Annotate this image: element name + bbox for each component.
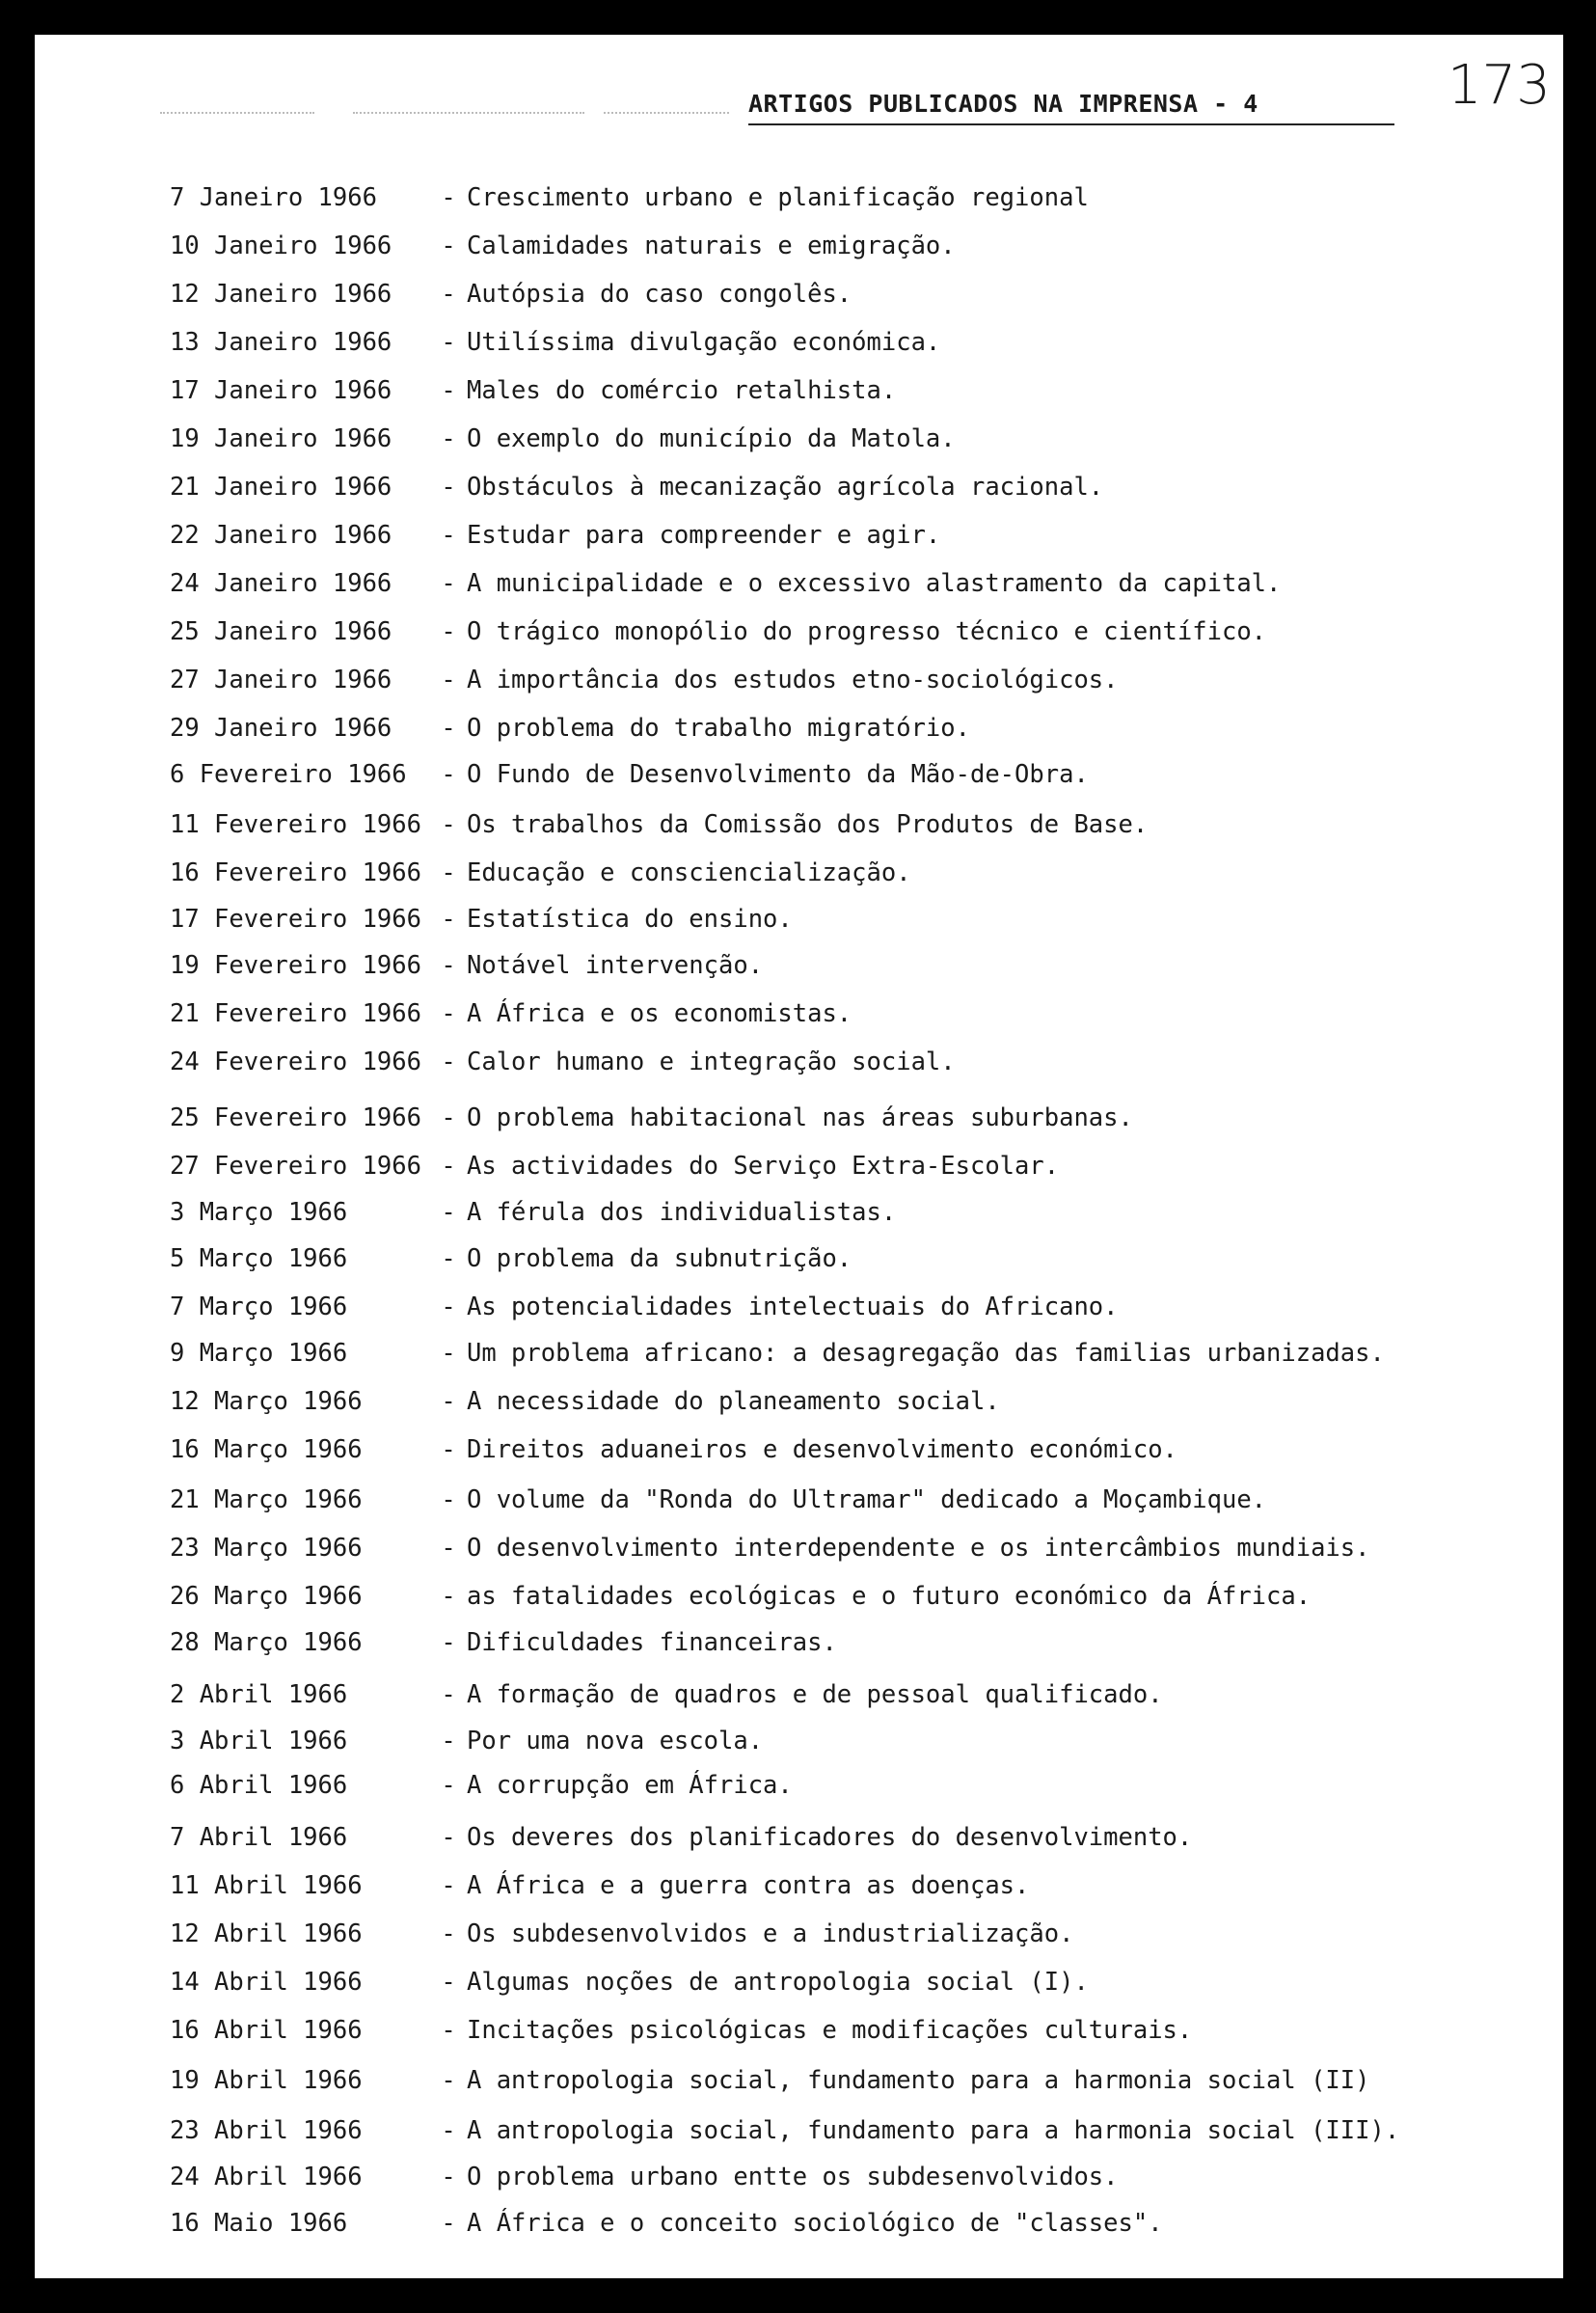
entry-separator: - <box>441 2116 456 2145</box>
entry-title: Os subdesenvolvidos e a industrialização. <box>467 1919 1074 1948</box>
list-item <box>170 887 1539 934</box>
entry-title: Educação e consciencialização. <box>467 858 911 887</box>
entry-date: 26 Março 1966 <box>170 1582 363 1611</box>
entry-title: O trágico monopólio do progresso técnico e científico. <box>467 617 1267 646</box>
entry-separator: - <box>441 473 456 502</box>
entry-title: Por uma nova escola. <box>467 1727 764 1755</box>
entry-separator: - <box>441 1823 456 1852</box>
entry-title: Obstáculos à mecanização agrícola racional. <box>467 473 1104 502</box>
entry-title: O Fundo de Desenvolvimento da Mão-de-Obra. <box>467 760 1089 789</box>
entry-separator: - <box>441 424 456 453</box>
entry-title: O desenvolvimento interdependente e os intercâmbios mundiais. <box>467 1534 1370 1563</box>
entry-date: 12 Março 1966 <box>170 1387 363 1416</box>
entry-date: 16 Abril 1966 <box>170 2016 363 2045</box>
list-item <box>170 743 1539 789</box>
entry-title: O problema urbano entte os subdesenvolvidos. <box>467 2163 1119 2191</box>
list-item <box>170 1806 1539 1852</box>
entry-date: 16 Março 1966 <box>170 1435 363 1464</box>
entry-date: 11 Fevereiro 1966 <box>170 810 421 839</box>
entry-separator: - <box>441 231 456 260</box>
list-item <box>170 1134 1539 1181</box>
list-item <box>170 1754 1539 1800</box>
entry-title: O exemplo do município da Matola. <box>467 424 956 453</box>
entry-date: 3 Abril 1966 <box>170 1727 348 1755</box>
entry-title: Utilíssima divulgação económica. <box>467 328 941 357</box>
entry-title: Os trabalhos da Comissão dos Produtos de Base. <box>467 810 1149 839</box>
list-item <box>170 455 1539 502</box>
entry-date: 28 Março 1966 <box>170 1628 363 1657</box>
entry-date: 21 Janeiro 1966 <box>170 473 392 502</box>
entry-date: 17 Janeiro 1966 <box>170 376 392 405</box>
entry-date: 7 Abril 1966 <box>170 1823 348 1852</box>
entry-separator: - <box>441 951 456 980</box>
entry-date: 5 Março 1966 <box>170 1244 348 1273</box>
list-item <box>170 1086 1539 1132</box>
handwritten-page-number: 173 <box>1447 54 1551 117</box>
list-item <box>170 841 1539 887</box>
list-item <box>170 1516 1539 1563</box>
entry-separator: - <box>441 1771 456 1800</box>
entry-title: A municipalidade e o excessivo alastramento da capital. <box>467 569 1282 598</box>
list-item <box>170 648 1539 694</box>
entry-date: 11 Abril 1966 <box>170 1871 363 1900</box>
entry-separator: - <box>441 1582 456 1611</box>
entry-separator: - <box>441 714 456 743</box>
entry-title: Algumas noções de antropologia social (I). <box>467 1968 1089 1997</box>
list-item <box>170 1275 1539 1321</box>
entry-date: 14 Abril 1966 <box>170 1968 363 1997</box>
entry-title: O problema habitacional nas áreas suburbanas. <box>467 1103 1133 1132</box>
entry-separator: - <box>441 1680 456 1709</box>
entry-separator: - <box>441 569 456 598</box>
entry-title: Direitos aduaneiros e desenvolvimento económico. <box>467 1435 1177 1464</box>
entry-date: 24 Janeiro 1966 <box>170 569 392 598</box>
list-item <box>170 696 1539 743</box>
entry-title: Estudar para compreender e agir. <box>467 521 941 550</box>
list-item <box>170 1999 1539 2045</box>
entry-separator: - <box>441 1103 456 1132</box>
entry-date: 2 Abril 1966 <box>170 1680 348 1709</box>
entry-separator: - <box>441 1919 456 1948</box>
list-item <box>170 982 1539 1028</box>
list-item <box>170 552 1539 598</box>
entry-separator: - <box>441 1152 456 1181</box>
entry-date: 19 Fevereiro 1966 <box>170 951 421 980</box>
entry-title: As potencialidades intelectuais do Africano. <box>467 1293 1119 1321</box>
list-item <box>170 1902 1539 1948</box>
list-item <box>170 2145 1539 2191</box>
list-item <box>170 359 1539 405</box>
entry-date: 12 Janeiro 1966 <box>170 280 392 309</box>
list-item <box>170 793 1539 839</box>
list-item <box>170 1181 1539 1227</box>
entry-separator: - <box>441 858 456 887</box>
entry-date: 12 Abril 1966 <box>170 1919 363 1948</box>
list-item <box>170 214 1539 260</box>
entry-date: 16 Maio 1966 <box>170 2209 348 2238</box>
list-item <box>170 1709 1539 1755</box>
entry-date: 9 Março 1966 <box>170 1339 348 1368</box>
entry-title: A África e o conceito sociológico de "classes". <box>467 2209 1163 2238</box>
entry-title: A importância dos estudos etno-sociológicos. <box>467 666 1119 694</box>
entry-date: 17 Fevereiro 1966 <box>170 905 421 934</box>
entry-separator: - <box>441 2209 456 2238</box>
entry-date: 24 Fevereiro 1966 <box>170 1048 421 1076</box>
list-item <box>170 1030 1539 1076</box>
list-item <box>170 1565 1539 1611</box>
list-item <box>170 1418 1539 1464</box>
entry-separator: - <box>441 666 456 694</box>
entry-separator: - <box>441 2016 456 2045</box>
list-item <box>170 600 1539 646</box>
entry-title: Um problema africano: a desagregação das familias urbanizadas. <box>467 1339 1385 1368</box>
entry-date: 19 Janeiro 1966 <box>170 424 392 453</box>
entry-date: 29 Janeiro 1966 <box>170 714 392 743</box>
article-list <box>35 35 1563 2278</box>
entry-separator: - <box>441 1968 456 1997</box>
entry-title: Notável intervenção. <box>467 951 764 980</box>
entry-title: Crescimento urbano e planificação regional <box>467 183 1089 212</box>
list-item <box>170 407 1539 453</box>
entry-date: 19 Abril 1966 <box>170 2066 363 2095</box>
entry-separator: - <box>441 2163 456 2191</box>
entry-separator: - <box>441 1244 456 1273</box>
entry-title: O problema do trabalho migratório. <box>467 714 970 743</box>
page-title: ARTIGOS PUBLICADOS NA IMPRENSA - 4 <box>748 90 1258 118</box>
entry-title: O problema da subnutrição. <box>467 1244 852 1273</box>
entry-date: 25 Janeiro 1966 <box>170 617 392 646</box>
entry-separator: - <box>441 760 456 789</box>
list-item <box>170 1663 1539 1709</box>
list-item <box>170 1227 1539 1273</box>
list-item <box>170 1468 1539 1514</box>
list-item <box>170 1854 1539 1900</box>
entry-separator: - <box>441 1387 456 1416</box>
entry-separator: - <box>441 617 456 646</box>
entry-title: A antropologia social, fundamento para a harmonia social (II) <box>467 2066 1370 2095</box>
entry-title: A África e a guerra contra as doenças. <box>467 1871 1030 1900</box>
entry-separator: - <box>441 1534 456 1563</box>
list-item <box>170 311 1539 357</box>
entry-date: 22 Janeiro 1966 <box>170 521 392 550</box>
entry-title: O volume da "Ronda do Ultramar" dedicado a Moçambique. <box>467 1485 1267 1514</box>
entry-title: Estatística do ensino. <box>467 905 793 934</box>
entry-date: 25 Fevereiro 1966 <box>170 1103 421 1132</box>
entry-separator: - <box>441 2066 456 2095</box>
entry-date: 21 Março 1966 <box>170 1485 363 1514</box>
list-item <box>170 262 1539 309</box>
entry-separator: - <box>441 1198 456 1227</box>
entry-separator: - <box>441 1048 456 1076</box>
entry-title: Incitações psicológicas e modificações culturais. <box>467 2016 1193 2045</box>
list-item <box>170 2049 1539 2095</box>
entry-separator: - <box>441 1293 456 1321</box>
entry-title: as fatalidades ecológicas e o futuro económico da África. <box>467 1582 1312 1611</box>
list-item <box>170 2099 1539 2145</box>
entry-separator: - <box>441 1485 456 1514</box>
entry-title: Calamidades naturais e emigração. <box>467 231 956 260</box>
entry-title: A férula dos individualistas. <box>467 1198 897 1227</box>
list-item <box>170 166 1539 212</box>
entry-title: A corrupção em África. <box>467 1771 793 1800</box>
entry-separator: - <box>441 183 456 212</box>
entry-date: 24 Abril 1966 <box>170 2163 363 2191</box>
list-item <box>170 934 1539 980</box>
entry-separator: - <box>441 280 456 309</box>
entry-title: A necessidade do planeamento social. <box>467 1387 1000 1416</box>
entry-date: 23 Abril 1966 <box>170 2116 363 2145</box>
entry-date: 6 Fevereiro 1966 <box>170 760 407 789</box>
entry-separator: - <box>441 999 456 1028</box>
entry-date: 3 Março 1966 <box>170 1198 348 1227</box>
entry-title: Os deveres dos planificadores do desenvolvimento. <box>467 1823 1193 1852</box>
document-page <box>35 35 1563 2278</box>
entry-date: 7 Janeiro 1966 <box>170 183 377 212</box>
list-item <box>170 503 1539 550</box>
entry-separator: - <box>441 1339 456 1368</box>
entry-title: A formação de quadros e de pessoal qualificado. <box>467 1680 1163 1709</box>
entry-separator: - <box>441 1628 456 1657</box>
list-item <box>170 1370 1539 1416</box>
entry-separator: - <box>441 1871 456 1900</box>
entry-date: 13 Janeiro 1966 <box>170 328 392 357</box>
entry-separator: - <box>441 905 456 934</box>
list-item <box>170 1611 1539 1657</box>
entry-date: 27 Janeiro 1966 <box>170 666 392 694</box>
entry-separator: - <box>441 521 456 550</box>
entry-title: Males do comércio retalhista. <box>467 376 897 405</box>
entry-title: Dificuldades financeiras. <box>467 1628 837 1657</box>
entry-title: As actividades do Serviço Extra-Escolar. <box>467 1152 1060 1181</box>
list-item <box>170 2191 1539 2238</box>
entry-date: 7 Março 1966 <box>170 1293 348 1321</box>
entry-date: 10 Janeiro 1966 <box>170 231 392 260</box>
entry-date: 6 Abril 1966 <box>170 1771 348 1800</box>
entry-date: 16 Fevereiro 1966 <box>170 858 421 887</box>
entry-separator: - <box>441 1727 456 1755</box>
entry-title: Autópsia do caso congolês. <box>467 280 852 309</box>
entry-separator: - <box>441 1435 456 1464</box>
entry-date: 27 Fevereiro 1966 <box>170 1152 421 1181</box>
entry-date: 21 Fevereiro 1966 <box>170 999 421 1028</box>
entry-separator: - <box>441 376 456 405</box>
entry-title: Calor humano e integração social. <box>467 1048 956 1076</box>
entry-separator: - <box>441 810 456 839</box>
entry-title: A África e os economistas. <box>467 999 852 1028</box>
list-item <box>170 1321 1539 1368</box>
list-item <box>170 1950 1539 1997</box>
entry-title: A antropologia social, fundamento para a harmonia social (III). <box>467 2116 1400 2145</box>
entry-separator: - <box>441 328 456 357</box>
entry-date: 23 Março 1966 <box>170 1534 363 1563</box>
